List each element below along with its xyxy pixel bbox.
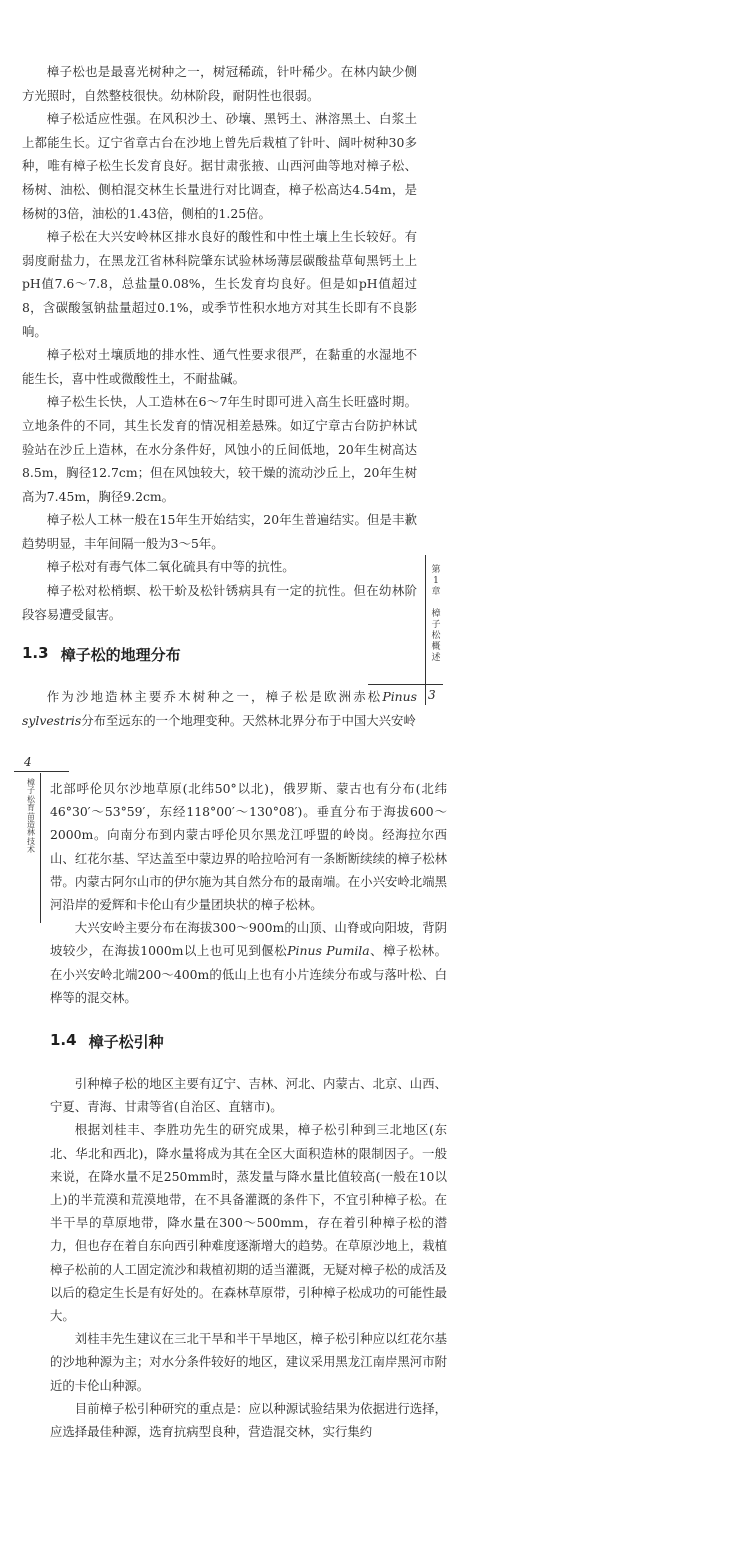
- label-char: 子: [27, 786, 35, 796]
- label-char: 造: [27, 820, 35, 830]
- label-char: 章: [431, 587, 441, 597]
- page-4: [0, 755, 750, 1535]
- label-char: 述: [431, 653, 441, 663]
- section-number: 1.3: [22, 644, 49, 663]
- page-number: 3: [428, 688, 436, 702]
- label-char: 樟: [431, 609, 441, 619]
- label-char: 松: [27, 794, 35, 804]
- section-heading-1-3: [22, 644, 417, 665]
- margin-rule-horizontal: [368, 684, 443, 685]
- section-title: 樟子松引种: [88, 1033, 164, 1052]
- section-title: 樟子松的地理分布: [60, 646, 181, 665]
- paragraph: 樟子松对土壤质地的排水性、通气性要求很严，在黏重的水湿地不能生长，喜中性或微酸性土，不耐盐碱。: [22, 347, 417, 386]
- margin-rule-vertical: [425, 555, 426, 705]
- paragraph: [50, 916, 447, 1009]
- label-char: 苗: [27, 811, 35, 821]
- paragraph: 樟子松适应性强。在风积沙土、砂壤、黑钙土、淋溶黑土、白浆土上都能生长。辽宁省章古台在沙地上曾先后栽植了针叶、阔叶树种30多种，唯有樟子松生长发育良好。据甘肃张掖、山西河曲等地对樟子松、杨树、油松、侧柏混交林生长量进行对比调查，樟子松高达4.54m，是杨树的3倍，油松的1.43倍，侧柏的1.25倍。: [22, 111, 417, 221]
- paragraph: 樟子松人工林一般在15年生开始结实，20年生普遍结实。但是丰歉趋势明显，丰年间隔一般为3～5年。: [22, 512, 417, 551]
- label-char: 林: [27, 828, 35, 838]
- page-4-text: [50, 777, 447, 1443]
- section-number: 1.4: [50, 1031, 77, 1050]
- label-char: 术: [27, 845, 35, 855]
- paragraph: [22, 685, 417, 732]
- latin-name: Pinus Pumila: [287, 943, 370, 959]
- text-run: 、樟子松林。在小兴安岭北端200～400m的低山上也有小片连续分布或与落叶松、白桦等的混交林。: [50, 943, 448, 1005]
- margin-rule-vertical: [40, 773, 41, 923]
- page-number: 4: [24, 755, 32, 769]
- book-side-label: [25, 779, 37, 855]
- label-char: 松: [431, 631, 441, 641]
- paragraph: 引种樟子松的地区主要有辽宁、吉林、河北、内蒙古、北京、山西、宁夏、青海、甘肃等省(自治区、直辖市)。: [50, 1076, 447, 1115]
- paragraph: 北部呼伦贝尔沙地草原(北纬50°以北)，俄罗斯、蒙古也有分布(北纬46°30′～53°59′，东经118°00′～130°08′)。垂直分布于海拔600～2000m。向南分布到内蒙古呼伦贝尔黑龙江呼盟的岭岗。经海拉尔西山、红花尔基、罕达盖至中蒙边界的哈拉哈河有一条断断续续的樟子松林带。内蒙古阿尔山市的伊尔施为其自然分布的最南端。在小兴安岭北端黑河沿岸的爱辉和卡伦山有少量团块状的樟子松林。: [50, 781, 447, 913]
- section-heading-1-4: [50, 1031, 447, 1052]
- text-run: 分布至远东的一个地理变种。天然林北界分布于中国大兴安岭: [81, 712, 416, 728]
- paragraph: 樟子松对有毒气体二氧化硫具有中等的抗性。: [46, 559, 295, 575]
- label-char: 技: [27, 836, 35, 846]
- paragraph: 根据刘桂丰、李胜功先生的研究成果，樟子松引种到三北地区(东北、华北和西北)，降水量将成为其在全区大面积造林的限制因子。一般来说，在降水量不足250mm时，蒸发量与降水量比值较高(一般在10以上)的半荒漠和荒漠地带，在不具备灌溉的条件下，不宜引种樟子松。在半干旱的草原地带，降水量在300～500mm，存在着引种樟子松的潜力，但也存在着自东向西引种难度逐渐增大的趋势。在草原沙地上，栽植樟子松前的人工固定流沙和栽植初期的适当灌溉，无疑对樟子松的成活及以后的稳定生长是有好处的。在森林草原带，引种樟子松成功的可能性最大。: [50, 1122, 447, 1324]
- page-3: [0, 0, 750, 728]
- label-char: 1: [433, 576, 439, 586]
- margin-rule-horizontal: [14, 771, 69, 772]
- paragraph: 樟子松生长快，人工造林在6～7年生时即可进入高生长旺盛时期。立地条件的不同，其生长发育的情况相差悬殊。如辽宁章古台防护林试验站在沙丘上造林，在水分条件好，风蚀小的丘间低地，20年生树高达8.5m，胸径12.7cm；但在风蚀较大，较干燥的流动沙丘上，20年生树高为7.45m，胸径9.2cm。: [22, 394, 417, 504]
- paragraph: 樟子松在大兴安岭林区排水良好的酸性和中性土壤上生长较好。有弱度耐盐力，在黑龙江省林科院肇东试验林场薄层碳酸盐草甸黑钙土上pH值7.6～7.8，总盐量0.08%，生长发育均良好。但是如pH值超过8，含碳酸氢钠盐量超过0.1%，或季节性积水地方对其生长即有不良影响。: [22, 229, 417, 339]
- paragraph: 樟子松也是最喜光树种之一，树冠稀疏，针叶稀少。在林内缺少侧方光照时，自然整枝很快。幼林阶段，耐阴性也很弱。: [22, 64, 417, 103]
- paragraph: 刘桂丰先生建议在三北干旱和半干旱地区，樟子松引种应以红花尔基的沙地种源为主；对水分条件较好的地区，建议采用黑龙江南岸黑河市附近的卡伦山种源。: [50, 1331, 447, 1393]
- label-char: 樟: [27, 778, 35, 787]
- label-char: 育: [27, 803, 35, 813]
- text-run: 作为沙地造林主要乔木树种之一，樟子松是欧洲赤松: [46, 689, 383, 705]
- label-char: 概: [431, 642, 441, 652]
- label-char: 第: [431, 565, 441, 575]
- text-run: 大兴安岭主要分布在海拔300～900m的山顶、山脊或向阳坡，背阴坡较少，在海拔1000m以上也可见到偃松: [50, 920, 447, 959]
- latin-name: Pinus sylvestris: [22, 689, 417, 728]
- paragraph: 樟子松对松梢螟、松干蚧及松针锈病具有一定的抗性。但在幼林阶段容易遭受鼠害。: [22, 583, 417, 622]
- paragraph: 目前樟子松引种研究的重点是：应以种源试验结果为依据进行选择，应选择最佳种源，选育抗病型良种，营造混交林，实行集约: [50, 1400, 447, 1440]
- page-3-text: [22, 60, 417, 732]
- chapter-side-label: [429, 565, 443, 664]
- label-char: 子: [431, 620, 441, 630]
- label-char: [429, 598, 443, 609]
